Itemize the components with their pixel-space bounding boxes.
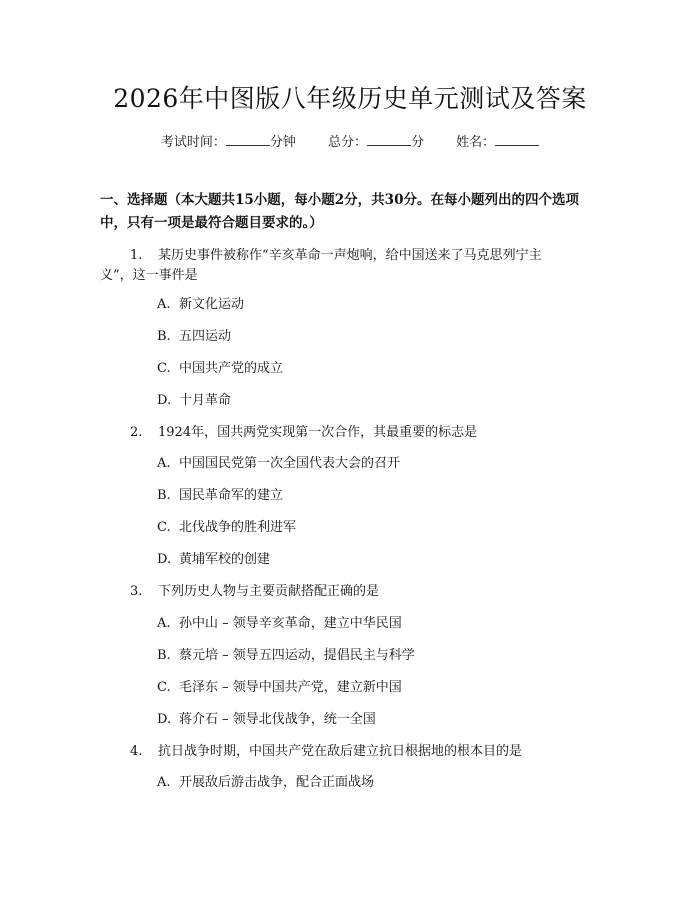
score-label: 总分： <box>327 135 367 150</box>
time-unit: 分钟 <box>269 135 296 150</box>
option-letter: C. <box>157 680 171 695</box>
time-blank[interactable] <box>226 131 270 146</box>
option-text: 中国国民党第一次全国代表大会的召开 <box>179 456 401 471</box>
option-letter: B. <box>157 329 171 344</box>
option-2a[interactable] <box>157 454 597 474</box>
option-letter: D. <box>157 712 172 727</box>
option-2d[interactable] <box>157 550 597 570</box>
name-label: 姓名： <box>456 135 496 150</box>
name-field <box>456 135 539 150</box>
question-4 <box>100 741 600 763</box>
option-1a[interactable] <box>157 295 597 315</box>
option-text: 蒋介石 – 领导北伐战争，统一全国 <box>179 712 376 727</box>
score-field <box>328 135 428 150</box>
question-text: 1924年，国共两党实现第一次合作，其最重要的标志是 <box>158 425 478 440</box>
option-letter: B. <box>157 648 171 663</box>
question-text: 抗日战争时期，中国共产党在敌后建立抗日根据地的根本目的是 <box>158 744 523 759</box>
score-unit: 分 <box>411 135 425 150</box>
option-text: 中国共产党的成立 <box>179 361 284 376</box>
score-blank[interactable] <box>367 131 411 146</box>
option-2c[interactable] <box>157 518 597 538</box>
option-1c[interactable] <box>157 359 597 379</box>
option-text: 北伐战争的胜利进军 <box>179 520 297 535</box>
option-3c[interactable] <box>157 678 597 698</box>
option-letter: A. <box>157 456 171 471</box>
page-title: 2026年中图版八年级历史单元测试及答案 <box>113 84 587 113</box>
option-text: 五四运动 <box>179 329 232 344</box>
option-letter: C. <box>157 361 171 376</box>
option-3a[interactable] <box>157 614 597 634</box>
section-heading: 一、选择题（本大题共15小题，每小题2分，共30分。在每小题列出的四个选项中，只有一项是最符合题目要求的。） <box>100 192 579 231</box>
option-1d[interactable] <box>157 391 597 411</box>
option-2b[interactable] <box>157 486 597 506</box>
option-text: 十月革命 <box>179 393 232 408</box>
name-blank[interactable] <box>495 131 539 146</box>
option-3b[interactable] <box>157 646 597 666</box>
option-letter: D. <box>157 552 172 567</box>
option-letter: D. <box>157 393 172 408</box>
question-1-cont <box>100 265 600 287</box>
question-text: 下列历史人物与主要贡献搭配正确的是 <box>158 584 380 599</box>
option-text: 蔡元培 – 领导五四运动，提倡民主与科学 <box>179 648 415 663</box>
exam-meta <box>0 131 700 153</box>
option-text: 毛泽东 – 领导中国共产党，建立新中国 <box>179 680 402 695</box>
time-field <box>161 135 300 150</box>
option-text: 开展敌后游击战争，配合正面战场 <box>179 775 375 790</box>
question-2 <box>100 422 600 444</box>
question-number: 2. <box>130 425 143 440</box>
option-1b[interactable] <box>157 327 597 347</box>
question-text: 某历史事件被称作“辛亥革命一声炮响，给中国送来了马克思列宁主 <box>158 248 542 263</box>
option-text: 国民革命军的建立 <box>179 488 284 503</box>
question-1 <box>100 245 600 267</box>
option-letter: A. <box>157 616 171 631</box>
option-3d[interactable] <box>157 710 597 730</box>
option-letter: C. <box>157 520 171 535</box>
question-text: 义”，这一事件是 <box>100 268 198 283</box>
question-3 <box>100 581 600 603</box>
option-letter: B. <box>157 488 171 503</box>
question-number: 1. <box>130 248 143 263</box>
question-number: 3. <box>130 584 143 599</box>
option-4a[interactable] <box>157 773 597 793</box>
option-text: 新文化运动 <box>179 297 245 312</box>
option-text: 孙中山 – 领导辛亥革命，建立中华民国 <box>179 616 402 631</box>
question-number: 4. <box>130 744 143 759</box>
option-text: 黄埔军校的创建 <box>179 552 271 567</box>
option-letter: A. <box>157 775 171 790</box>
option-letter: A. <box>157 297 171 312</box>
time-label: 考试时间： <box>160 135 226 150</box>
